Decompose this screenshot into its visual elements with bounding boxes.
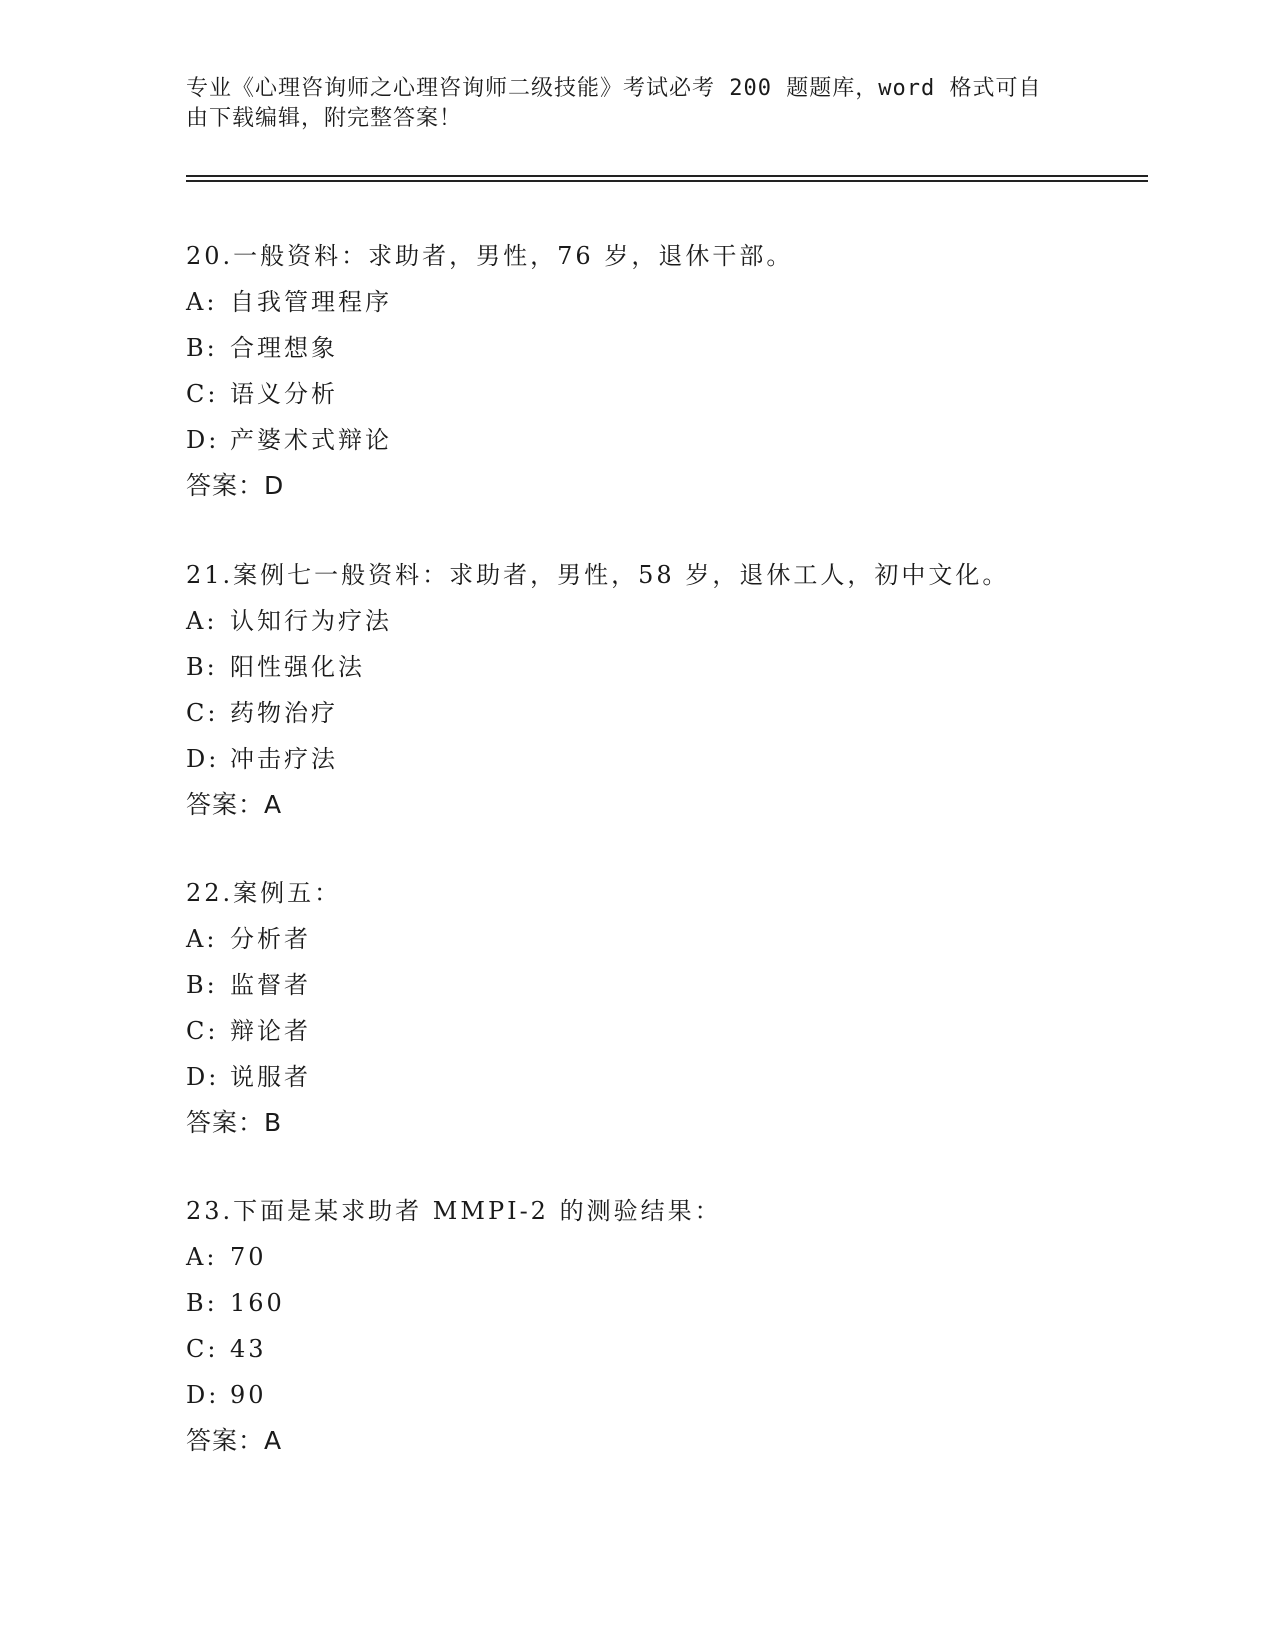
option-d: [186, 736, 1146, 782]
question-stem: 22.案例五：: [186, 879, 342, 907]
option-letter: C:: [186, 1017, 219, 1045]
option-c: [186, 690, 1146, 736]
option-text: 辩论者: [230, 1017, 311, 1045]
option-letter: A:: [186, 607, 218, 635]
option-letter: B:: [186, 653, 218, 681]
option-text: 说服者: [230, 1063, 311, 1091]
option-text: 合理想象: [230, 334, 338, 362]
option-d: [186, 1054, 1146, 1100]
answer-line: 答案：D: [186, 471, 285, 500]
option-text: 90: [230, 1381, 267, 1409]
option-letter: D:: [186, 745, 220, 773]
option-text: 160: [230, 1289, 285, 1317]
option-letter: D:: [186, 1381, 220, 1409]
option-b: [186, 962, 1146, 1008]
option-letter: A:: [186, 288, 218, 316]
header-divider-bottom: [186, 180, 1148, 182]
option-text: 认知行为疗法: [230, 607, 392, 635]
option-letter: B:: [186, 971, 218, 999]
option-text: 冲击疗法: [230, 745, 338, 773]
option-a: [186, 1234, 1146, 1280]
answer-line: 答案：A: [186, 790, 283, 819]
option-letter: A:: [186, 1243, 218, 1271]
option-d: [186, 417, 1146, 463]
question-21: [186, 552, 1146, 828]
header-line-1: 专业《心理咨询师之心理咨询师二级技能》考试必考 200 题题库，word 格式可自: [186, 76, 1042, 101]
question-22: [186, 870, 1146, 1146]
option-b: [186, 644, 1146, 690]
option-b: [186, 325, 1146, 371]
option-letter: D:: [186, 1063, 220, 1091]
option-text: 产婆术式辩论: [230, 426, 392, 454]
option-c: [186, 371, 1146, 417]
question-stem: 23.下面是某求助者 MMPI-2 的测验结果：: [186, 1197, 722, 1225]
option-letter: B:: [186, 334, 218, 362]
option-c: [186, 1326, 1146, 1372]
question-23: [186, 1188, 1146, 1464]
option-text: 70: [230, 1243, 267, 1271]
answer-line: 答案：B: [186, 1108, 283, 1137]
option-letter: C:: [186, 1335, 219, 1363]
option-text: 自我管理程序: [230, 288, 392, 316]
option-text: 监督者: [230, 971, 311, 999]
answer-line: 答案：A: [186, 1426, 283, 1455]
option-a: [186, 916, 1146, 962]
option-a: [186, 279, 1146, 325]
option-letter: B:: [186, 1289, 218, 1317]
option-letter: D:: [186, 426, 220, 454]
option-text: 阳性强化法: [230, 653, 365, 681]
question-stem: 20.一般资料：求助者，男性，76 岁，退休干部。: [186, 242, 794, 270]
question-20: [186, 233, 1146, 509]
option-a: [186, 598, 1146, 644]
document-header: [186, 74, 1066, 134]
option-b: [186, 1280, 1146, 1326]
option-text: 药物治疗: [230, 699, 338, 727]
question-stem: 21.案例七一般资料：求助者，男性，58 岁，退休工人，初中文化。: [186, 561, 1010, 589]
option-d: [186, 1372, 1146, 1418]
option-c: [186, 1008, 1146, 1054]
option-text: 语义分析: [230, 380, 338, 408]
header-divider-top: [186, 175, 1148, 177]
option-text: 分析者: [230, 925, 311, 953]
header-line-2: 由下载编辑，附完整答案！: [186, 106, 463, 131]
option-letter: A:: [186, 925, 218, 953]
option-letter: C:: [186, 380, 219, 408]
option-text: 43: [230, 1335, 267, 1363]
option-letter: C:: [186, 699, 219, 727]
